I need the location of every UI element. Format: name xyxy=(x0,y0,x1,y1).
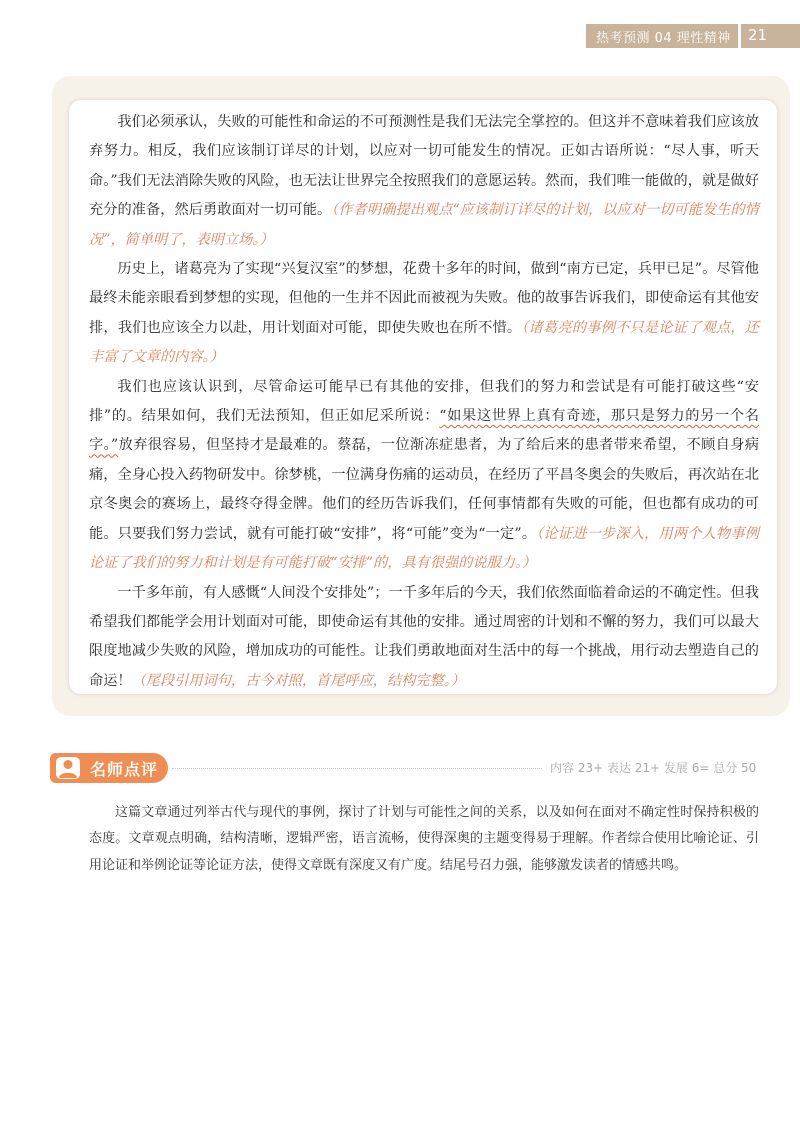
margin-annotation: （诸葛亮的事例不只是论证了观点，还丰富了文章的内容。） xyxy=(89,319,759,366)
review-header xyxy=(50,753,796,785)
page-number: 21 xyxy=(748,26,768,44)
essay-text: 一千多年前，有人感慨“人间没个安排处”；一千多年后的今天，我们依然面临着命运的不确定性。但我希望我们都能学会用计划面对可能，即使命运有其他的安排。通过周密的计划和不懈的努力，我们可以最大限度地减少失败的风险，增加成功的可能性。让我们勇敢地面对生活中的每一个挑战，用行动去塑造自己的命运！ xyxy=(89,584,759,689)
review-title: 名师点评 xyxy=(90,760,159,779)
margin-annotation: （尾段引用词句，古今对照，首尾呼应，结构完整。） xyxy=(131,672,465,689)
review-badge xyxy=(50,753,168,783)
section-title: 热考预测 04 理性精神 xyxy=(596,31,731,46)
score-breakdown: 内容 23+ 表达 21+ 发展 6= 总分 50 xyxy=(550,761,757,775)
header-divider xyxy=(738,24,741,48)
margin-annotation: （作者明确提出观点“应该制订详尽的计划，以应对一切可能发生的情况”，简单明了，表明立场。） xyxy=(89,202,759,248)
margin-annotation: （论证进一步深入，用两个人物事例论证了我们的努力和计划是有可能打破“安排”的，具有很强的说服力。） xyxy=(89,525,759,572)
essay-text: 放弃很容易，但坚持才是最难的。蔡磊，一位渐冻症患者，为了给后来的患者带来希望，不顾自身病痛，全身心投入药物研发中。徐梦桃，一位满身伤痛的运动员，在经历了平昌冬奥会的失败后，再次站在北京冬奥会的赛场上，最终夺得金牌。他们的经历告诉我们，任何事情都有失败的可能，但也都有成功的可能。只要我们努力尝试，就有可能打破“安排”，将“可能”变为“一定”。 xyxy=(89,437,759,542)
running-header xyxy=(586,24,800,48)
teacher-icon xyxy=(56,757,80,779)
essay-body xyxy=(89,108,759,696)
highlighted-quote: “如果这世界上真有奇迹，那只是努力的另一个名字。” xyxy=(89,408,759,454)
essay-paragraph-3 xyxy=(89,373,759,579)
essay-paragraph-1 xyxy=(89,108,759,255)
review-body: 这篇文章通过列举古代与现代的事例，探讨了计划与可能性之间的关系，以及如何在面对不确定性时保持积极的态度。文章观点明确，结构清晰，逻辑严密，语言流畅，使得深奥的主题变得易于理解。作者综合使用比喻论证、引用论证和举例论证等论证方法，使得文章既有深度又有广度。结尾号召力强，能够激发读者的情感共鸣。 xyxy=(89,805,759,873)
dotted-divider xyxy=(172,768,542,769)
essay-text: 我们也应该认识到，尽管命运可能早已有其他的安排，但我们的努力和尝试是有可能打破这些“安排”的。结果如何，我们无法预知，但正如尼采所说： xyxy=(89,378,759,425)
essay-text: 我们必须承认，失败的可能性和命运的不可预测性是我们无法完全掌控的。但这并不意味着我们应该放弃努力。相反，我们应该制订详尽的计划，以应对一切可能发生的情况。正如古语所说：“尽人事，听天命。”我们无法消除失败的风险，也无法让世界完全按照我们的意愿运转。然而，我们唯一能做的，就是做好充分的准备，然后勇敢面对一切可能。 xyxy=(89,114,759,219)
essay-text: 历史上，诸葛亮为了实现“兴复汉室”的梦想，花费十多年的时间，做到“南方已定，兵甲已足”。尽管他最终未能亲眼看到梦想的实现，但他的一生并不因此而被视为失败。他的故事告诉我们，即使命运有其他安排，我们也应该全力以赴，用计划面对可能，即使失败也在所不惜。 xyxy=(89,261,759,336)
essay-paragraph-4 xyxy=(89,579,759,697)
essay-paragraph-2 xyxy=(89,255,759,373)
